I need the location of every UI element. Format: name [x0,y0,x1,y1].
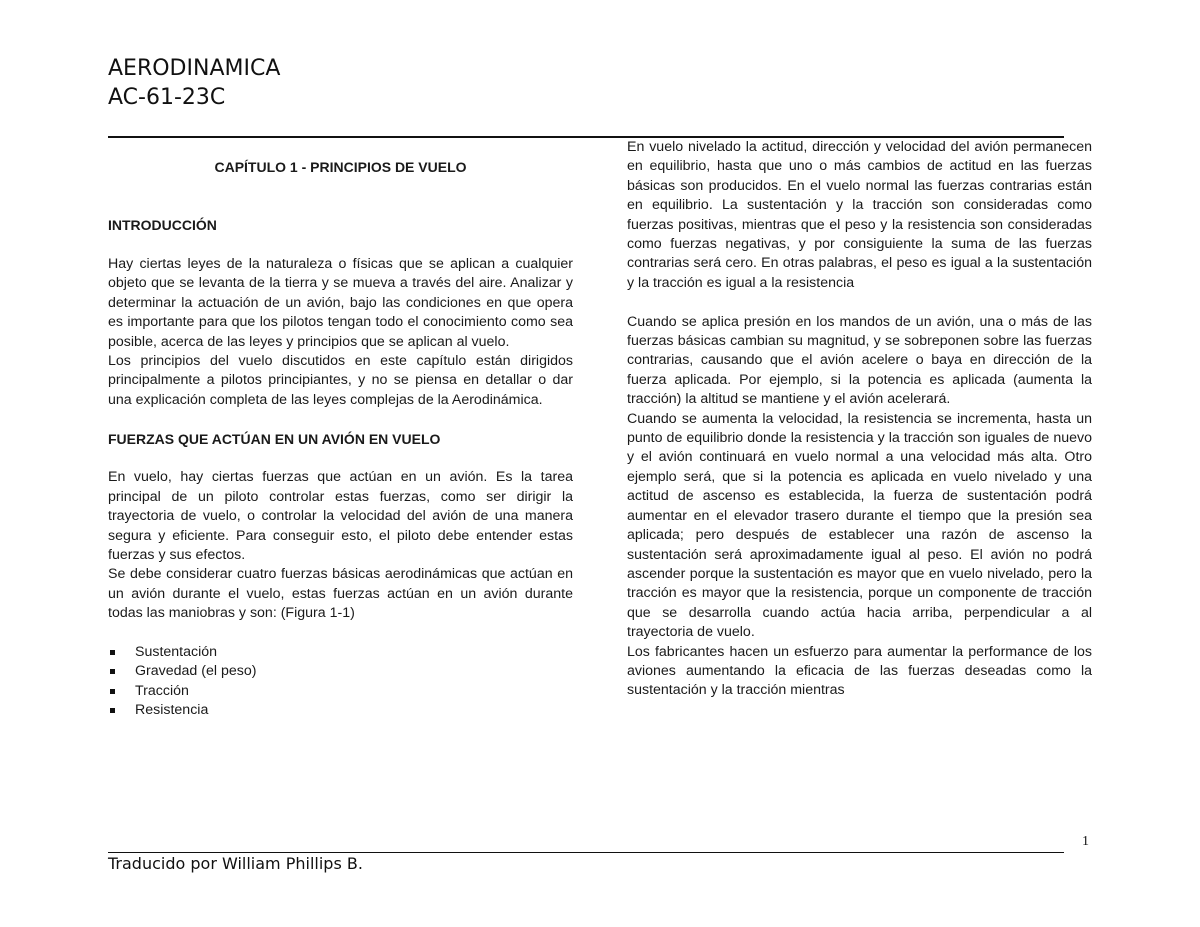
paragraph: En vuelo, hay ciertas fuerzas que actúan en un avión. Es la tarea principal de un piloto controlar estas fuerzas, como ser dirigir la trayectoria de vuelo, o controlar la velocidad del avión de una manera segura y eficiente. Para conseguir esto, el piloto debe entender estas fuerzas y sus efectos. [108,469,573,564]
list-item-label: Gravedad (el peso) [135,663,257,680]
spacer [108,236,573,255]
list-item [108,701,573,720]
list-item [108,662,573,681]
left-column [108,158,573,721]
bullet-icon [110,669,115,674]
spacer [108,624,573,643]
paragraph: En vuelo nivelado la actitud, dirección y velocidad del avión permanecen en equilibrio, hasta que uno o más cambios de actitud en las fuerzas básicas son producidos. En el vuelo normal las fuerzas contrarias están en equilibrio. La sustentación y la tracción son consideradas como fuerzas positivas, mientras que el peso y la resistencia son consideradas como fuerzas negativas, y por consiguiente la suma de las fuerzas contrarias será cero. En otras palabras, el peso es igual a la sustentación y la tracción es igual a la resistencia [627,139,1092,291]
paragraph: Cuando se aumenta la velocidad, la resistencia se incrementa, hasta un punto de equilibrio donde la resistencia y la tracción son iguales de nuevo y el avión continuará en vuelo normal a una velocidad más alta. Otro ejemplo será, que si la potencia es aplicada en vuelo nivelado y una actitud de ascenso es establecida, la fuerza de sustentación podrá aumentar en el elevador trasero durante el tiempo que la presión sea aplicada; pero después de establecer una razón de ascenso la sustentación será aproximadamente igual al peso. El avión no podrá ascender porque la sustentación es mayor que en vuelo nivelado, pero la tracción es mayor que la resistencia, porque un componente de tracción que se desarrolla cuando actúa hacia arriba, perpendicular a al trayectoria de vuelo. [627,410,1092,641]
forces-list [108,643,573,721]
paragraph: Cuando se aplica presión en los mandos de un avión, una o más de las fuerzas básicas cambian su magnitud, y se sobreponen sobre las fuerzas contrarias, causando que el avión acelere o baya en dirección de la fuerza aplicada. Por ejemplo, si la potencia es aplicada (aumenta la tracción) la altitud se mantiene y el avión acelerará. [627,313,1092,408]
document-code: AC-61-23C [108,85,226,110]
paragraph: Los fabricantes hacen un esfuerzo para aumentar la performance de los aviones aumentando la eficacia de las fuerzas deseadas como la sustentación y la tracción mientras [627,643,1092,699]
list-item-label: Resistencia [135,702,209,719]
list-item-label: Sustentación [135,644,218,661]
list-item [108,643,573,662]
spacer [627,293,1092,312]
document-title: AERODINAMICA [108,56,281,81]
page-number: 1 [1082,834,1089,849]
bullet-icon [110,689,115,694]
spacer [108,197,573,216]
paragraph: Hay ciertas leyes de la naturaleza o físicas que se aplican a cualquier objeto que se levanta de la tierra y se mueva a través del aire. Analizar y determinar la actuación de un avión, bajo las condiciones en que opera es importante para que los pilotos tengan todo el conocimiento como sea posible, acerca de las leyes y principios que se aplican al vuelo. [108,255,573,350]
paragraph: Los principios del vuelo discutidos en este capítulo están dirigidos principalmente a pilotos principiantes, y no se piensa en detallar o dar una explicación completa de las leyes complejas de la Aerodinámica. [108,353,573,408]
right-column [627,138,1092,701]
spacer [108,449,573,468]
section-heading-fuerzas: FUERZAS QUE ACTÚAN EN UN AVIÓN EN VUELO [108,430,441,447]
page-header [108,54,280,112]
spacer [108,177,573,196]
bullet-icon [110,650,115,655]
spacer [108,410,573,429]
list-item [108,682,573,701]
bullet-icon [110,708,115,713]
paragraph: Se debe considerar cuatro fuerzas básicas aerodinámicas que actúan en un avión durante el vuelo, estas fuerzas actúan en un avión durante todas las maniobras y son: (Figura 1-1) [108,566,573,622]
chapter-title: CAPÍTULO 1 - PRINCIPIOS DE VUELO [214,159,467,175]
list-item-label: Tracción [135,682,189,699]
footer-credit: Traducido por William Phillips B. [108,854,363,873]
section-heading-introduccion: INTRODUCCIÓN [108,217,217,234]
